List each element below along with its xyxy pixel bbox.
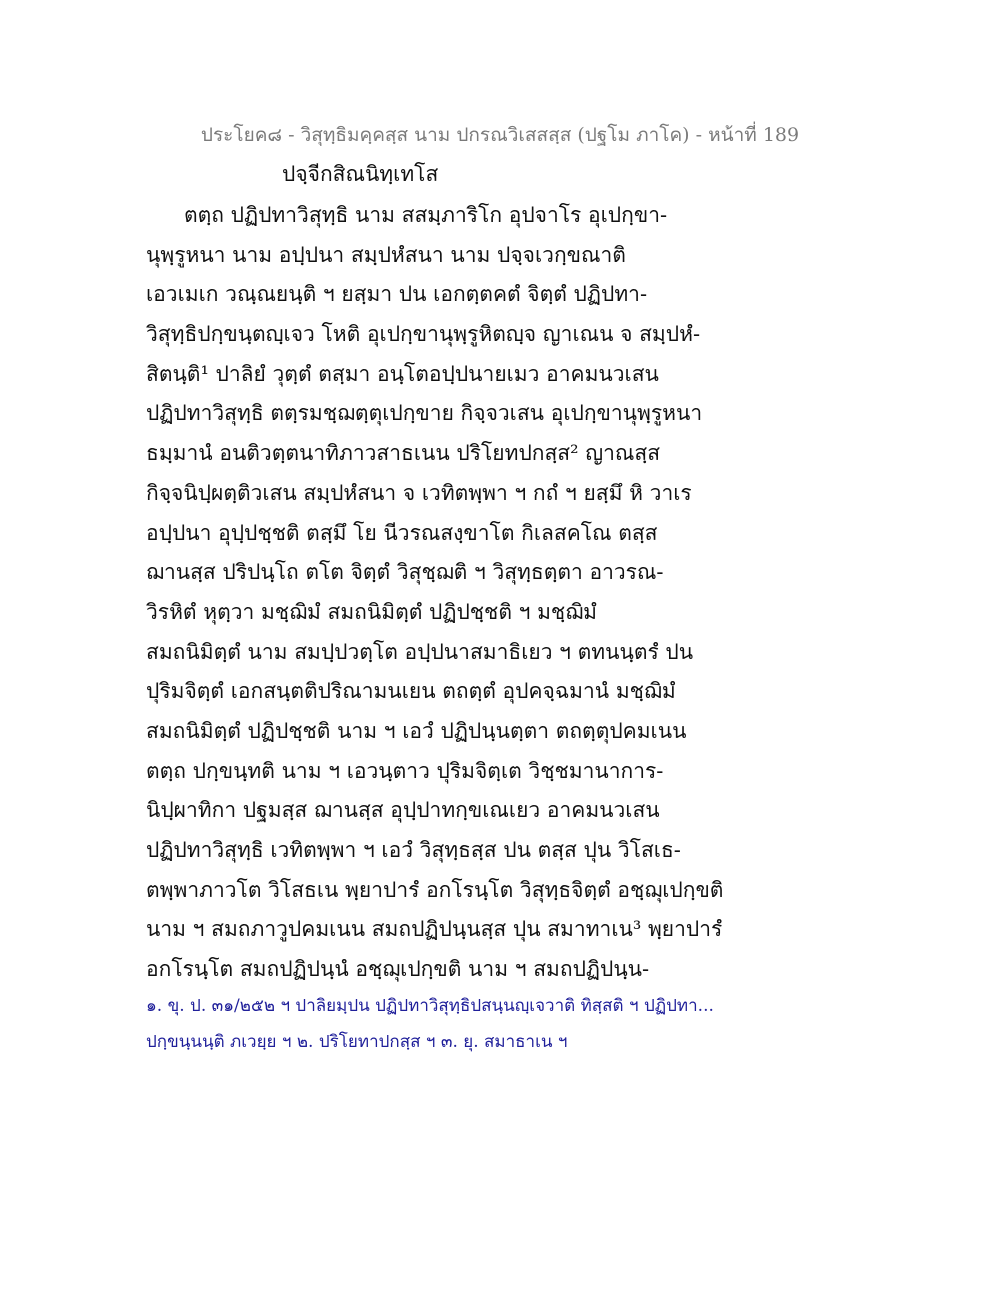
body-text <box>146 196 726 990</box>
body-line: ฌานสฺส ปริปนฺโถ ตโต จิตฺตํ วิสุชฺฌติ ฯ วิสุทฺธตฺตา อาวรณ- <box>146 560 664 585</box>
running-header: ประโยค๘ - วิสุทฺธิมคฺคสฺส นาม ปกรณวิเสสสฺส (ปฐโม ภาโค) - หน้าที่ 189 <box>200 124 800 146</box>
footnote-line: ปกฺขนฺนนฺติ ภเวยฺย ฯ ๒. ปริโยทาปกสฺส ฯ ๓. ยุ. สมาธาเน ฯ <box>146 1032 568 1052</box>
body-line: ตตฺถ ปกฺขนฺทติ นาม ฯ เอวนฺตาว ปุริมจิตฺเต วิชฺชมานาการ- <box>146 758 664 783</box>
body-line: นาม ฯ สมถภาวูปคมเนน สมถปฏิปนฺนสฺส ปุน สมาทาเน³ พฺยาปารํ <box>146 917 723 942</box>
body-line: ตตฺถ ปฏิปทาวิสุทฺธิ นาม สสมฺภาริโก อุปจาโร อุเปกฺขา- <box>184 203 668 227</box>
body-line: นุพฺรูหนา นาม อปฺปนา สมฺปหํสนา นาม ปจฺจเวกฺขณาติ <box>146 242 626 267</box>
body-line: อกโรนฺโต สมถปฏิปนฺนํ อชฺฌุเปกฺขติ นาม ฯ สมถปฏิปนฺน- <box>146 957 650 982</box>
body-line: อปฺปนา อุปฺปชฺชติ ตสฺมึ โย นีวรณสงฺขาโต กิเลสคโณ ตสฺส <box>146 520 658 545</box>
body-line: ปุริมจิตฺตํ เอกสนฺตติปริณามนเยน ตถตฺตํ อุปคจฺฉมานํ มชฺฌิมํ <box>146 679 676 704</box>
section-title: ปจฺจีกสิณนิทฺเทโส <box>282 162 439 186</box>
footnote-line: ๑. ขุ. ป. ๓๑/๒๕๒ ฯ ปาลิยมฺปน ปฏิปทาวิสุทฺธิปสนฺนญฺเจวาติ ทิสฺสติ ฯ ปฏิปทา... <box>146 996 714 1016</box>
body-line: วิรหิตํ หุตฺวา มชฺฌิมํ สมถนิมิตฺตํ ปฏิปชฺชติ ฯ มชฺฌิมํ <box>146 599 597 624</box>
footnotes <box>146 988 746 1060</box>
body-line: วิสุทฺธิปกฺขนฺตญฺเจว โหติ อุเปกฺขานุพฺรูหิตญฺจ ญาเณน จ สมฺปหํ- <box>146 322 701 347</box>
body-line: สมถนิมิตฺตํ ปฏิปชฺชติ นาม ฯ เอวํ ปฏิปนฺนตฺตา ตถตฺตุปคมเนน <box>146 718 687 743</box>
body-line: ปฏิปทาวิสุทฺธิ เวทิตพฺพา ฯ เอวํ วิสุทฺธสฺส ปน ตสฺส ปุน วิโสเธ- <box>146 838 681 862</box>
body-line: ปฏิปทาวิสุทฺธิ ตตฺรมชฺฌตฺตุเปกฺขาย กิจฺจวเสน อุเปกฺขานุพฺรูหนา <box>146 401 703 426</box>
body-line: ตพฺพาภาวโต วิโสธเน พฺยาปารํ อกโรนฺโต วิสุทฺธจิตฺตํ อชฺฌุเปกฺขติ <box>146 877 724 902</box>
body-line: สมถนิมิตฺตํ นาม สมปฺปวตฺโต อปฺปนาสมาธิเยว ฯ ตทนนฺตรํ ปน <box>146 639 694 664</box>
body-line: ธมฺมานํ อนติวตฺตนาทิภาวสาธเนน ปริโยทปกสฺส² ญาณสฺส <box>146 441 661 466</box>
body-line: นิปฺผาทิกา ปฐมสฺส ฌานสฺส อุปฺปาทกฺขเณเยว อาคมนวเสน <box>146 798 660 823</box>
body-line: กิจฺจนิปฺผตฺติวเสน สมฺปหํสนา จ เวทิตพฺพา ฯ กถํ ฯ ยสฺมึ หิ วาเร <box>146 480 692 505</box>
body-line: เอวเมเก วณฺณยนฺติ ฯ ยสฺมา ปน เอกตฺตคตํ จิตฺตํ ปฏิปทา- <box>146 282 648 307</box>
body-line: สิตนฺติ¹ ปาลิยํ วุตฺตํ ตสฺมา อนฺโตอปฺปนายเมว อาคมนวเสน <box>146 361 659 386</box>
